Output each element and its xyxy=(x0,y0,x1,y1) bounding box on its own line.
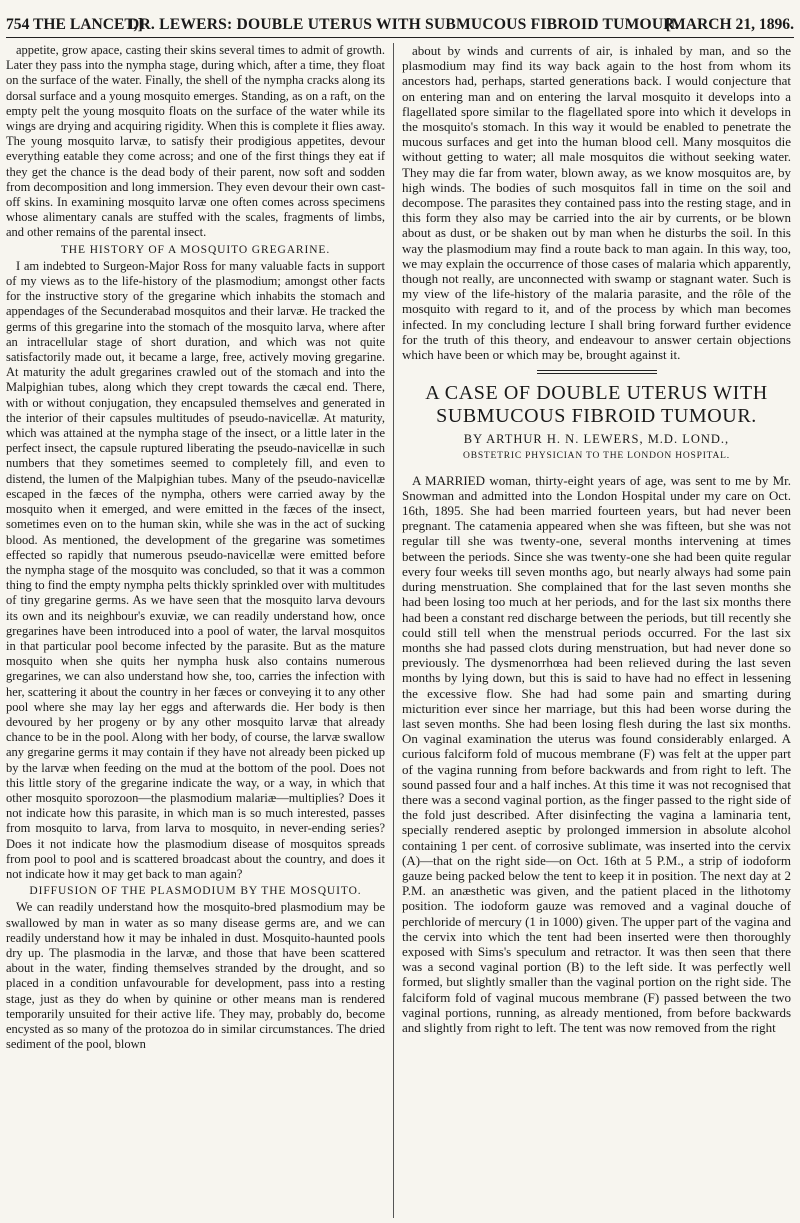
author-byline: BY ARTHUR H. N. LEWERS, M.D. LOND., xyxy=(463,432,730,447)
journal-name: THE LANCET,] xyxy=(33,16,143,33)
column-separator xyxy=(393,43,394,1218)
paragraph: I am indebted to Surgeon-Major Ross for many valuable facts in support of my views as to the life-history of the plasmodium; amongst other facts for the instructive story of the gregarine which inhabits the stomach and appendages of the Secunderabad mosquitos and their larvæ. He tracked the germs of this gregarine into the stomach of the mosquito larva, where after an intracellular stage of short duration, and which was not quite satisfactorily made out, it became a large, free, actively moving gregarine. At maturity the adult gregarines crawled out of the stomach and into the Malpighian tubes, along which they crept towards the cæcal end. There, with or without conjugation, they encapsuled themselves and generated in the interior of their capsules multitudes of pseudo-navicellæ. At maturity, which was attained at the nympha stage of the insect, or a little later in the perfect insect, the capsule ruptured liberating the pseudo-navicellæ in such numbers that they sometimes seemed to completely fill, and even to distend, the lumen of the Malpighian tubes. Many of the pseudo-navicellæ escaped in the fæces of the nympha, others were carried away by the mosquito when it emerged, and were emitted in the fæces of the insect, sometimes even on to the human skin, while she was in the act of sucking blood. As mentioned, the development of the gregarine was sometimes effected so rapidly that numerous pseudo-navicellæ were emitted before the nympha stage of the mosquito was concluded, so that it was a common thing to find the empty nympha pelts thickly sprinkled over with multitudes of tiny gregarine germs. As we have seen that the mosquito larva devours its own and its neighbour's exuviæ, we can readily understand how, once gregarines have been introduced into a pool of water, the larval mosquitos in that particular pool become infected by the parasite. But as the mature mosquito when she quits her nympha husk also contains numerous gregarines, we can also understand how she, too, carries the infection with her, scattering it about the country in her fæces or conveying it to any other pool where she may lay her eggs and afterwards die. Her body is then devoured by her progeny or by any other mosquito larvæ that already chance to be in the pool. Along with her body, of course, the larvæ swallow any gregarine germs it may contain if they have not already been picked up by the larvæ when feeding on the mud at the bottom of the pool. Does not this little story of the gregarine indicate the way, or a way, in which that other mosquito sporozoon—the plasmodium malariæ—multiplies? Does it not indicate how this parasite, in which man is so much interested, passes from mosquito to larva, from larva to mosquito, in never-ending series? Does it not indicate how the plasmodium disease of mosquitos spreads from pool to pool and is scattered broadcast about the country, and does it not indicate how it may get back to man again? xyxy=(6,258,385,881)
paragraph: We can readily understand how the mosquito-bred plasmodium may be swallowed by man in water as so many disease germs are, and we can readily understand how it may be inhaled in dust. Mosquito-haunted pools dry up. The plasmodia in the larvæ, and those that have been scattered about in the water, finding themselves stranded by the drought, and so placed in a condition unfavourable for development, pass into a resting stage, just as they do when by quinine or other means man is rendered temporarily unsuited for their active life. They may, probably do, become encysted as so many of the protozoa do in similar circumstances. The dried sediment of the pool, blown xyxy=(6,900,385,1052)
running-title: DR. LEWERS: DOUBLE UTERUS WITH SUBMUCOUS FIBROID TUMOUR. xyxy=(128,16,679,33)
left-column xyxy=(6,43,385,1219)
page-number-text: 754 xyxy=(6,16,30,33)
article-end-rule xyxy=(537,370,657,374)
section-heading: THE HISTORY OF A MOSQUITO GREGARINE. xyxy=(60,243,331,256)
running-header xyxy=(6,8,794,34)
page-number xyxy=(6,16,143,34)
article-title: A CASE OF DOUBLE UTERUS WITH SUBMUCOUS FIBROID TUMOUR. xyxy=(425,382,768,428)
paragraph: appetite, grow apace, casting their skins several times to admit of growth. Later they pass into the nympha stage, during which, after a time, they float on the surface of the water. Finally, the shell of the nympha cracks along its dorsal surface and a young mosquito emerges. Standing, as on a raft, on the empty pelt the young mosquito floats on the surface of the water while its wings are drying and acquiring rigidity. When this is complete it flies away. The young mosquito larvæ, to satisfy their prodigious appetites, devour everything eatable they come across; and one of the first things they eat if they get the chance is the dead body of their parent, now soft and sodden from decomposition and long immersion. They even devour their own cast-off skins. In examining mosquito larvæ one often comes across specimens whose alimentary canals are stuffed with the scales, fragments of limbs, and other remains of the parental insect. xyxy=(6,43,385,240)
header-rule xyxy=(6,37,794,38)
issue-date: [MARCH 21, 1896. xyxy=(665,16,794,33)
section-heading: DIFFUSION OF THE PLASMODIUM BY THE MOSQUITO. xyxy=(29,885,362,898)
right-column xyxy=(402,43,791,1219)
author-affiliation: OBSTETRIC PHYSICIAN TO THE LONDON HOSPITAL. xyxy=(463,451,730,462)
paragraph: about by winds and currents of air, is inhaled by man, and so the plasmodium may find its way back again to the host from whom its ancestors had, perhaps, started generations back. I would conjecture that on entering man and on entering the larval mosquito it develops into a flagellated spore similar to the flagellated spore into which it develops in the mosquito's stomach. In this way it would be enabled to penetrate the mucous surfaces and get into the human blood cell. Many mosquitos die without getting to water; all male mosquitos die without seeking water. They may die far from water, blown away, as we know mosquitos are, by high winds. The bodies of such mosquitos fall in time on the soil and decompose. The parasites they contained pass into the resting stage, and in this form they also may be carried into the air by currents, or be blown about as dust, or be shaken out by man when he disturbs the soil. In this way the plasmodium may find a route back to man again. In this way, too, we may explain the occurrence of those cases of malaria which apparently, though not really, are unconnected with swamp or stagnant water. Such is my view of the life-history of the malaria parasite, and the rôle of the mosquito with regard to it, and of the process by which man becomes infected. In my concluding lecture I shall bring forward further evidence for the truth of this theory, and endeavour to answer certain objections which have been or which may be, brought against it. xyxy=(402,43,791,363)
paragraph: A MARRIED woman, thirty-eight years of age, was sent to me by Mr. Snowman and admitted into the London Hospital under my care on Oct. 16th, 1895. She had been married fourteen years, but had never been pregnant. The catamenia appeared when she was fifteen, but she was not regular till she was twenty-one, several months intervening at times between the periods. Since she was twenty-one she had been quite regular every four weeks till seven months ago, but nearly always had some pain during menstruation. She complained that for the last seven months she had been losing too much at her periods, and for the last six months there had been a constant red discharge between the periods, but till recently she could still tell when the menstrual periods occurred. For the last six months she had passed clots during menstruation, but had never done so previously. The dysmenorrhœa had been relieved during the last seven months by lying down, but this is said to have had no effect in lessening the excessive flow. She had had some pain and smarting during micturition ever since her marriage, but this had been worse during the last seven months. She had been losing flesh during the last six months. On vaginal examination the uterus was found considerably enlarged. A curious falciform fold of mucous membrane (F) was felt at the upper part of the vagina running from before backwards and from right to left. The sound passed four and a half inches. At this time it was not recognised that there was a second vaginal portion, as the finger passed to the right side of the fold just described. After disinfecting the vagina a laminaria tent, specially rendered aseptic by prolonged immersion in absolute alcohol containing 1 per cent. of corrosive sublimate, was inserted into the cervix (A)—that on the right side—on Oct. 16th at 5 P.M., a strip of iodoform gauze being packed below the tent to keep it in position. The next day at 2 P.M. an anæsthetic was given, and the patient placed in the lithotomy position. The iodoform gauze was removed and a vaginal douche of perchloride of mercury (1 in 1000) given. The upper part of the vagina and the cervix into which the tent had been inserted were then thoroughly exposed with Sims's speculum and retractor. It was then seen that there was a second vaginal portion (B) to the left side. It was perfectly well formed, but slightly smaller than the vaginal portion on the right side. The falciform fold of vaginal mucous membrane (F) passed between the two vaginal portions, running, as already mentioned, from before backwards and slightly from right to left. The tent was now removed from the right xyxy=(402,472,791,1035)
